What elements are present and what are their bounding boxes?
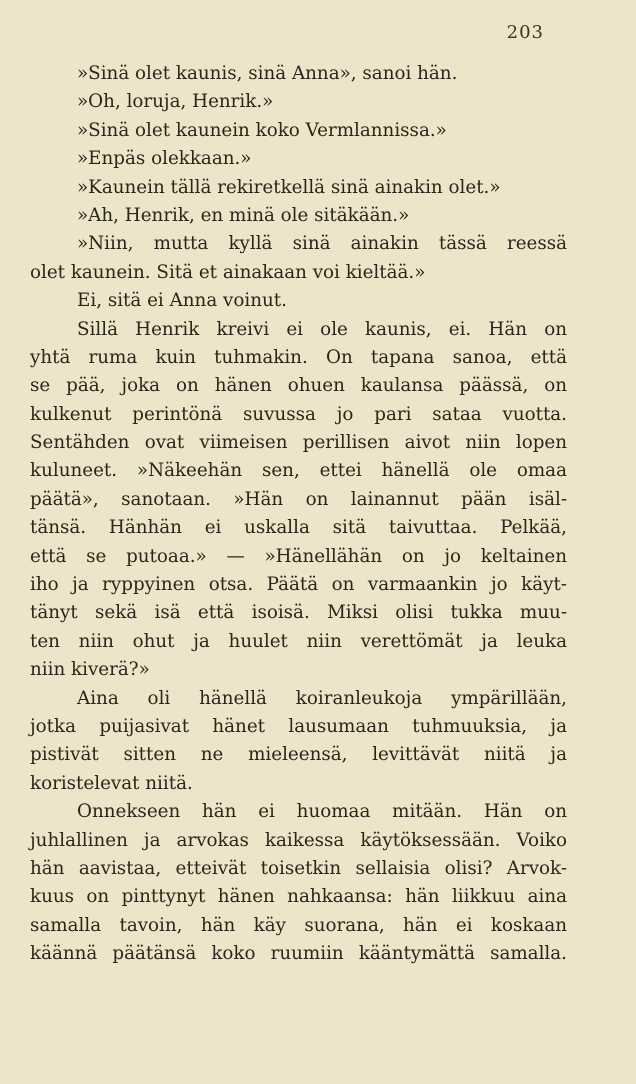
text-line: kulkenut perintönä suvussa jo pari sataa vuotta.	[30, 403, 567, 425]
text-line: Ei, sitä ei Anna voinut.	[77, 290, 287, 312]
page-text	[30, 60, 567, 969]
text-line: päätä», sanotaan. »Hän on lainannut pään isäl-	[30, 488, 567, 510]
text-line: juhlallinen ja arvokas kaikessa käytöksessään. Voiko	[30, 829, 567, 851]
text-line: kuluneet. »Näkeehän sen, ettei hänellä ole omaa	[30, 460, 567, 482]
text-line: Sillä Henrik kreivi ei ole kaunis, ei. Hän on	[77, 318, 567, 340]
text-line: ten niin ohut ja huulet niin verettömät ja leuka	[30, 630, 567, 652]
text-line: tänsä. Hänhän ei uskalla sitä taivuttaa. Pelkää,	[30, 517, 567, 539]
text-line: »Ah, Henrik, en minä ole sitäkään.»	[77, 204, 410, 226]
text-line: »Niin, mutta kyllä sinä ainakin tässä reessä	[77, 233, 567, 255]
text-line: tänyt sekä isä että isoisä. Miksi olisi tukka muu-	[30, 602, 567, 624]
text-line: jotka puijasivat hänet lausumaan tuhmuuksia, ja	[30, 715, 567, 737]
text-line: niin kiverä?»	[30, 659, 150, 681]
text-line: »Kaunein tällä rekiretkellä sinä ainakin olet.»	[77, 176, 501, 198]
text-line: iho ja ryppyinen otsa. Päätä on varmaankin jo käyt-	[30, 574, 567, 596]
text-line: »Oh, loruja, Henrik.»	[77, 91, 274, 113]
text-line: Onnekseen hän ei huomaa mitään. Hän on	[77, 801, 567, 823]
text-line: hän aavistaa, etteivät toisetkin sellaisia olisi? Arvok-	[30, 857, 567, 879]
text-line: Sentähden ovat viimeisen perillisen aivot niin lopen	[30, 432, 567, 454]
text-line: käännä päätänsä koko ruumiin kääntymättä samalla.	[30, 943, 567, 965]
text-line: pistivät sitten ne mieleensä, levittävät niitä ja	[30, 744, 567, 766]
text-line: olet kaunein. Sitä et ainakaan voi kieltää.»	[30, 261, 426, 283]
page-number: 203	[506, 22, 544, 43]
text-line: että se putoaa.» — »Hänellähän on jo keltainen	[30, 545, 567, 567]
text-line: se pää, joka on hänen ohuen kaulansa päässä, on	[30, 375, 567, 397]
text-line: samalla tavoin, hän käy suorana, hän ei koskaan	[30, 914, 567, 936]
text-line: Aina oli hänellä koiranleukoja ympärillään,	[77, 687, 567, 709]
text-line: kuus on pinttynyt hänen nahkaansa: hän liikkuu aina	[30, 886, 567, 908]
text-line: koristelevat niitä.	[30, 772, 193, 794]
text-line: »Sinä olet kaunis, sinä Anna», sanoi hän.	[77, 63, 458, 84]
text-line: »Sinä olet kaunein koko Vermlannissa.»	[77, 119, 447, 141]
text-line: yhtä ruma kuin tuhmakin. On tapana sanoa, että	[30, 346, 567, 368]
text-line: »Enpäs olekkaan.»	[77, 148, 252, 170]
